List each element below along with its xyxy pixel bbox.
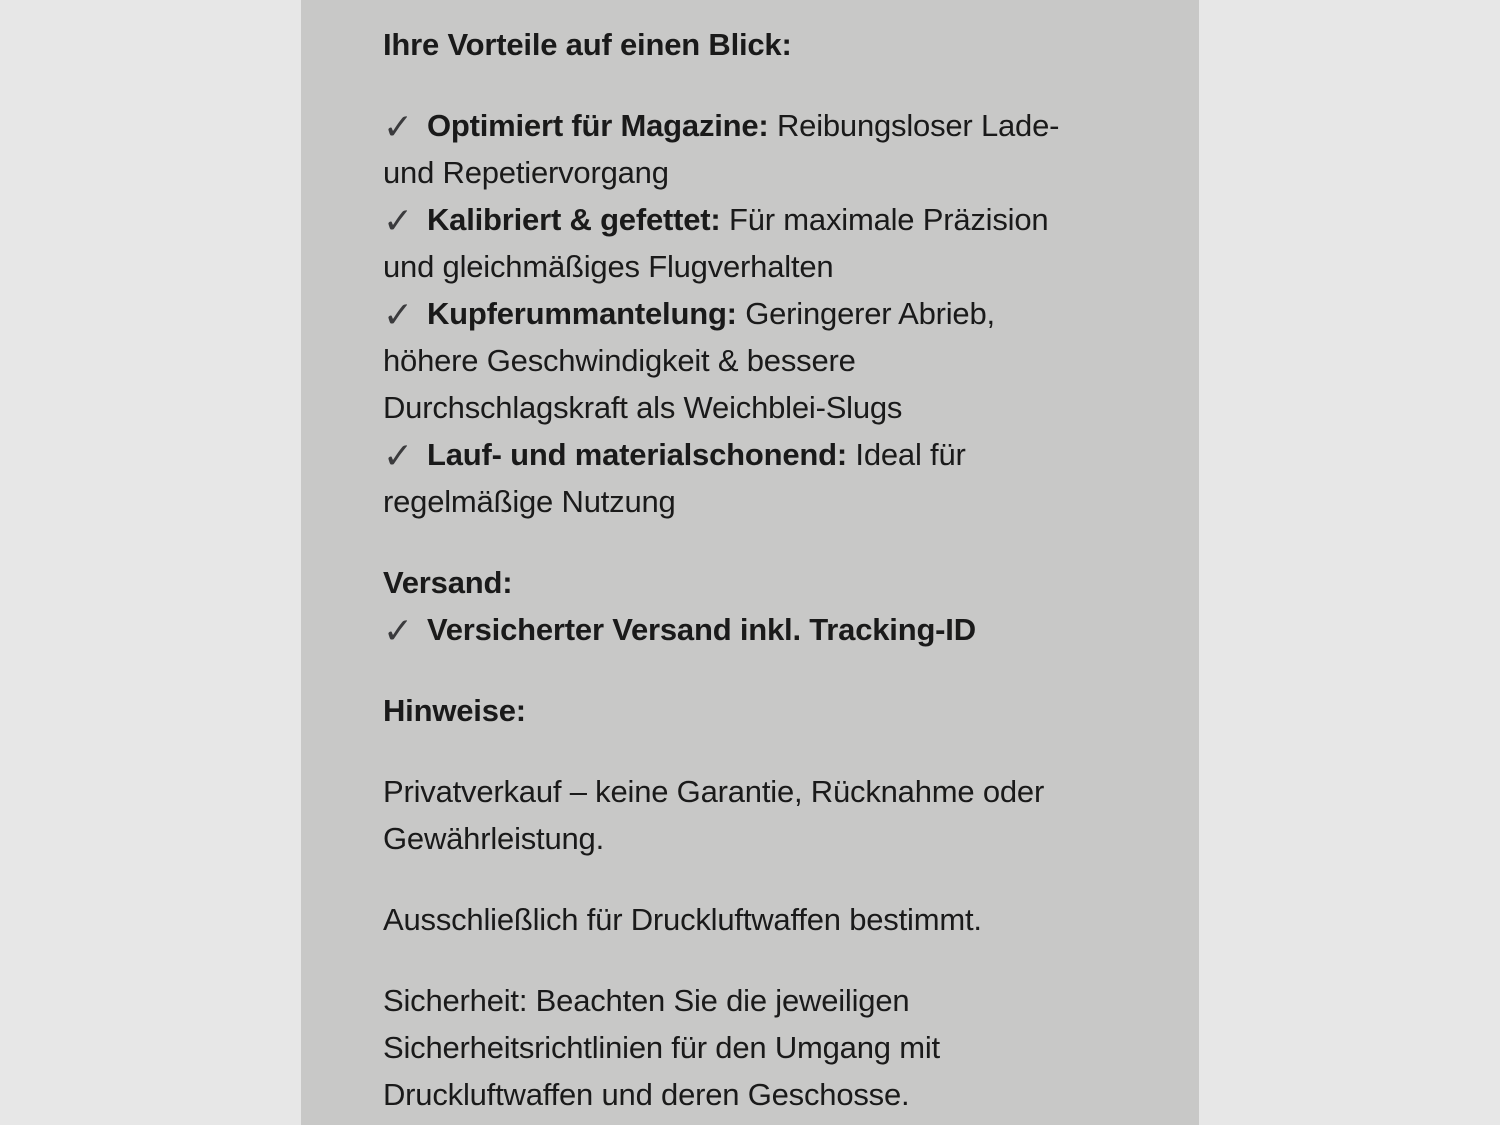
text-run: regelmäßige Nutzung [383,484,676,519]
airgun-only-note [383,896,1149,943]
notes-heading-line [383,687,1149,734]
text-run: Gewährleistung. [383,821,605,856]
text-run: Sicherheitsrichtlinien für den Umgang mit [383,1030,940,1065]
text-run: Durchschlagskraft als Weichblei-Slugs [383,390,903,425]
text-run: Ausschließlich für Druckluftwaffen bestimmt. [383,902,982,937]
shipping-section [383,559,1149,653]
private-sale-note-line [383,815,1149,862]
safety-note-line [383,1024,1149,1071]
airgun-only-note-line [383,896,1149,943]
private-sale-note-line [383,768,1149,815]
benefits-list-line [383,337,1149,384]
text-run: Optimiert für Magazine: [426,108,769,143]
check-icon: ✓ [383,201,413,242]
text-run: Versicherter Versand inkl. Tracking-ID [426,612,976,647]
check-icon: ✓ [383,611,413,652]
safety-note-line [383,1071,1149,1118]
text-run: Reibungsloser Lade- [768,108,1060,143]
benefits-list-line [383,102,1149,149]
benefits-list-line [383,149,1149,196]
benefits-list-line [383,384,1149,431]
private-sale-note [383,768,1149,862]
text-run: Kupferummantelung: [426,296,737,331]
check-icon: ✓ [383,295,413,336]
shipping-section-line [383,559,1149,606]
description-content [301,0,1199,1118]
benefits-list [383,102,1149,525]
text-run: Geringerer Abrieb, [736,296,995,331]
text-run: höhere Geschwindigkeit & bessere [383,343,856,378]
text-run: Kalibriert & gefettet: [426,202,721,237]
benefits-list-line [383,290,1149,337]
description-panel [301,0,1199,1125]
text-run: Versand: [383,565,513,600]
benefits-list-line [383,196,1149,243]
text-run: Ihre Vorteile auf einen Blick: [383,27,792,62]
text-run: und Repetiervorgang [383,155,669,190]
check-icon: ✓ [383,107,413,148]
text-run: und gleichmäßiges Flugverhalten [383,249,834,284]
benefits-heading [383,21,1149,68]
benefits-heading-line [383,21,1149,68]
shipping-section-line [383,606,1149,653]
text-run: Druckluftwaffen und deren Geschosse. [383,1077,910,1112]
check-icon: ✓ [383,436,413,477]
text-run: Sicherheit: Beachten Sie die jeweiligen [383,983,910,1018]
benefits-list-line [383,478,1149,525]
safety-note [383,977,1149,1118]
benefits-list-line [383,431,1149,478]
text-run: Ideal für [847,437,966,472]
text-run: Lauf- und materialschonend: [426,437,847,472]
notes-heading [383,687,1149,734]
benefits-list-line [383,243,1149,290]
safety-note-line [383,977,1149,1024]
text-run: Für maximale Präzision [720,202,1049,237]
text-run: Privatverkauf – keine Garantie, Rücknahme oder [383,774,1045,809]
text-run: Hinweise: [383,693,526,728]
